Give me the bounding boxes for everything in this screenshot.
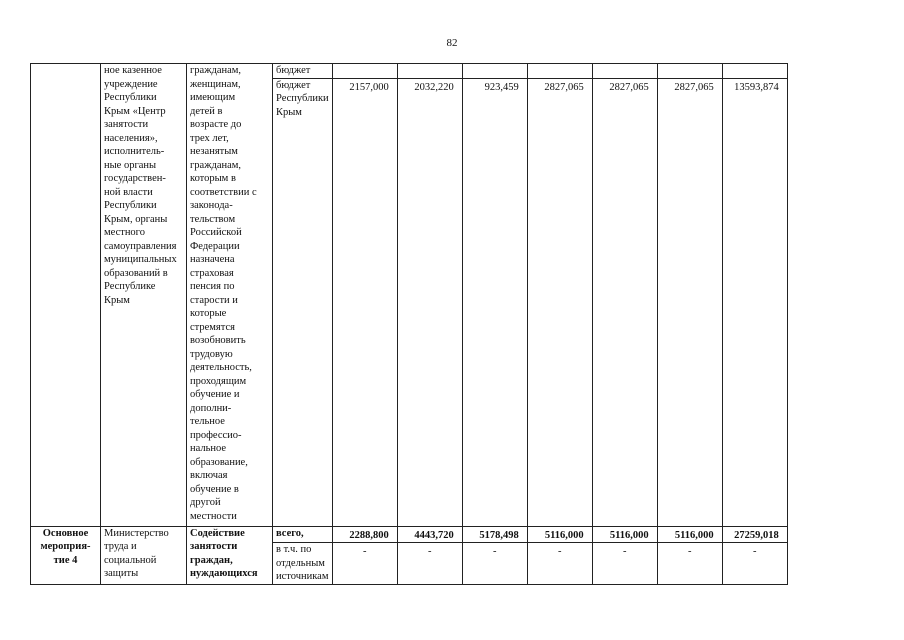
- cell-value: -: [462, 543, 527, 585]
- page-number: 82: [446, 37, 458, 49]
- cell-value: 2827,065: [657, 78, 722, 526]
- cell-value: -: [592, 543, 657, 585]
- cell-activity: [31, 64, 101, 527]
- cell-activity: Основное мероприя- тие 4: [31, 526, 101, 585]
- cell-description: гражданам, женщинам, имеющим детей в возрасте до трех лет, незанятым гражданам, которым в соответствии с законода- тельством Российской Федерации назначена страховая пенсия по старости и которые стремятся возобновить трудовую деятельность, проходящим обучение и дополни- тельное профессио- нальное образование, включая обучение в другой местности: [187, 64, 273, 527]
- cell-value: 5116,000: [527, 526, 592, 543]
- cell-executor: ное казенное учреждение Республики Крым «Центр занятости населения», исполнитель- ные органы государствен- ной власти Республики Крым, органы местного самоуправления муниципальных образований в Республике Крым: [101, 64, 187, 527]
- cell-value: 2288,800: [332, 526, 397, 543]
- program-table: [30, 63, 788, 585]
- cell-value: 2032,220: [397, 78, 462, 526]
- cell-source: бюджет Республики Крым: [273, 78, 333, 526]
- cell-value: -: [722, 543, 787, 585]
- cell-source: всего,: [273, 526, 333, 543]
- cell-source: в т.ч. по отдельным источникам: [273, 543, 333, 585]
- cell-source: бюджет: [273, 64, 333, 79]
- cell-value: -: [657, 543, 722, 585]
- cell-value: -: [332, 543, 397, 585]
- cell-value: -: [527, 543, 592, 585]
- cell-value: 5116,000: [592, 526, 657, 543]
- table-row: [31, 526, 788, 543]
- cell-value: 13593,874: [722, 78, 787, 526]
- cell-value: 5116,000: [657, 526, 722, 543]
- cell-value: 2827,065: [527, 78, 592, 526]
- table-row: [31, 64, 788, 79]
- cell-value: 27259,018: [722, 526, 787, 543]
- cell-value: 923,459: [462, 78, 527, 526]
- cell-description: Содействие занятости граждан, нуждающихся: [187, 526, 273, 585]
- cell-executor: Министерство труда и социальной защиты: [101, 526, 187, 585]
- cell-value: 5178,498: [462, 526, 527, 543]
- cell-value: 2827,065: [592, 78, 657, 526]
- cell-value: -: [397, 543, 462, 585]
- cell-value: 4443,720: [397, 526, 462, 543]
- cell-value: 2157,000: [332, 78, 397, 526]
